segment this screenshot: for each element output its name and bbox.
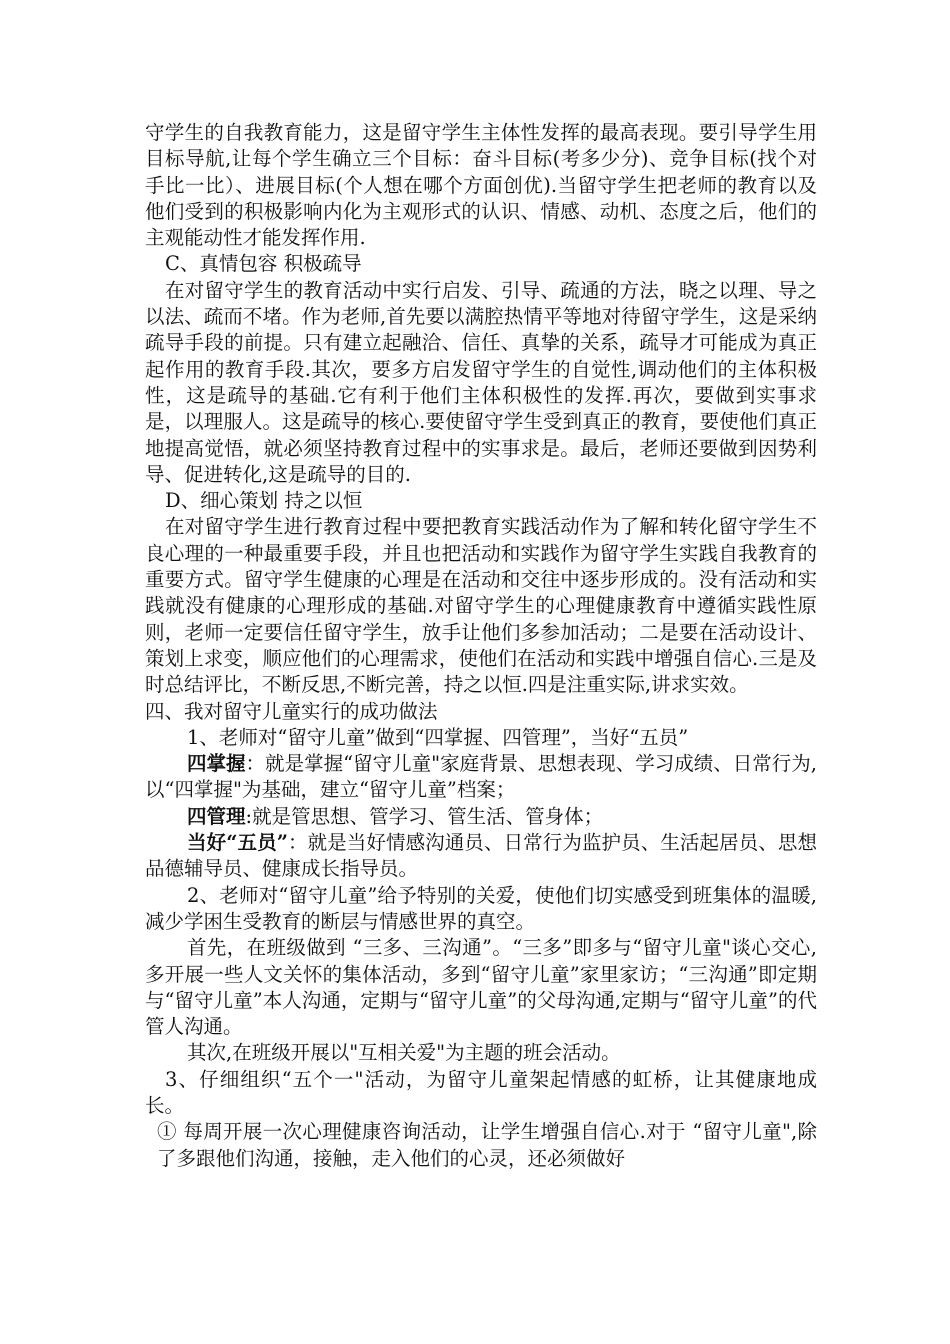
five-roles-label: 当好“五员” — [187, 831, 288, 855]
four-grasp-label: 四掌握 — [187, 752, 246, 776]
heading-d: D、细心策划 持之以恒 — [165, 489, 363, 513]
paragraph-four-grasp — [145, 751, 817, 804]
paragraph-four-manage — [145, 804, 817, 830]
item-three: 3、仔细组织“五个一"活动，为留守儿童架起情感的虹桥，让其健康地成长。 — [145, 1067, 817, 1117]
heading-c: C、真情包容 积极疏导 — [165, 252, 362, 276]
five-roles-text: ：就是当好情感沟通员、日常行为监护员、生活起居员、思想品德辅导员、健康成长指导员。 — [145, 831, 817, 881]
paragraph-guidance: 在对留守学生的教育活动中实行启发、引导、疏通的方法，晓之以理、导之以法、疏而不堵。作为老师,首先要以满腔热情平等地对待留守学生，这是采纳疏导手段的前提。只有建立起融洽、信任、真挚的关系，疏导才可能成为真正起作用的教育手段.其次，要多方启发留守学生的自觉性,调动他们的主体积极性，这是疏导的基础.它有利于他们主体积极性的发挥.再次，要做到实事求是，以理服人。这是疏导的核心.要使留守学生受到真正的教育，要使他们真正地提高觉悟，就必须坚持教育过程中的实事求是。最后，老师还要做到因势利导、促进转化,这是疏导的目的. — [145, 278, 817, 486]
paragraph-circle-one: ① 每周开展一次心理健康咨询活动，让学生增强自信心.对于 “留守儿童",除了多跟他们沟通，接触，走入他们的心灵，还必须做好 — [157, 1120, 817, 1170]
item-two: 2、老师对“留守儿童”给予特别的关爱，使他们切实感受到班集体的温暖,减少学困生受教育的断层与情感世界的真空。 — [145, 883, 817, 933]
document-page — [145, 120, 817, 1172]
four-manage-text: :就是管思想、管学习、管生活、管身体； — [245, 804, 604, 828]
paragraph-five-roles — [145, 830, 817, 883]
paragraph-practice: 在对留守学生进行教育过程中要把教育实践活动作为了解和转化留守学生不良心理的一种最重要手段，并且也把活动和实践作为留守学生实践自我教育的重要方式。留守学生健康的心理是在活动和交往中逐步形成的。没有活动和实践就没有健康的心理形成的基础.对留守学生的心理健康教育中遵循实践性原则，老师一定要信任留守学生，放手让他们多参加活动；二是要在活动设计、策划上求变，顺应他们的心理需求，使他们在活动和实践中增强自信心.三是及时总结评比，不断反思,不断完善，持之以恒.四是注重实际,讲求实效。 — [145, 515, 817, 697]
paragraph-second: 其次,在班级开展以"互相关爱"为主题的班会活动。 — [187, 1041, 621, 1065]
section-four-heading: 四、我对留守儿童实行的成功做法 — [145, 699, 438, 723]
paragraph-first: 首先，在班级做到 “三多、三沟通”。“三多”即多与“留守儿童"谈心交心,多开展一些人文关怀的集体活动，多到“留守儿童”家里家访；“三沟通”即定期与“留守儿童”本人沟通，定期与“留守儿童”的父母沟通,定期与“留守儿童”的代管人沟通。 — [145, 936, 817, 1039]
item-one: 1、老师对“留守儿童”做到“四掌握、四管理”，当好“五员” — [187, 725, 689, 749]
paragraph-self-education: 守学生的自我教育能力，这是留守学生主体性发挥的最高表现。要引导学生用目标导航,让每个学生确立三个目标：奋斗目标(考多少分)、竞争目标(找个对手比一比）、进展目标(个人想在哪个方面创优).当留守学生把老师的教育以及他们受到的积极影响内化为主观形式的认识、情感、动机、态度之后，他们的主观能动性才能发挥作用. — [145, 121, 817, 250]
four-grasp-text: ：就是掌握“留守儿童"家庭背景、思想表现、学习成绩、日常行为,以“四掌握"为基础，建立“留守儿童”档案； — [145, 752, 817, 802]
four-manage-label: 四管理 — [187, 804, 246, 828]
